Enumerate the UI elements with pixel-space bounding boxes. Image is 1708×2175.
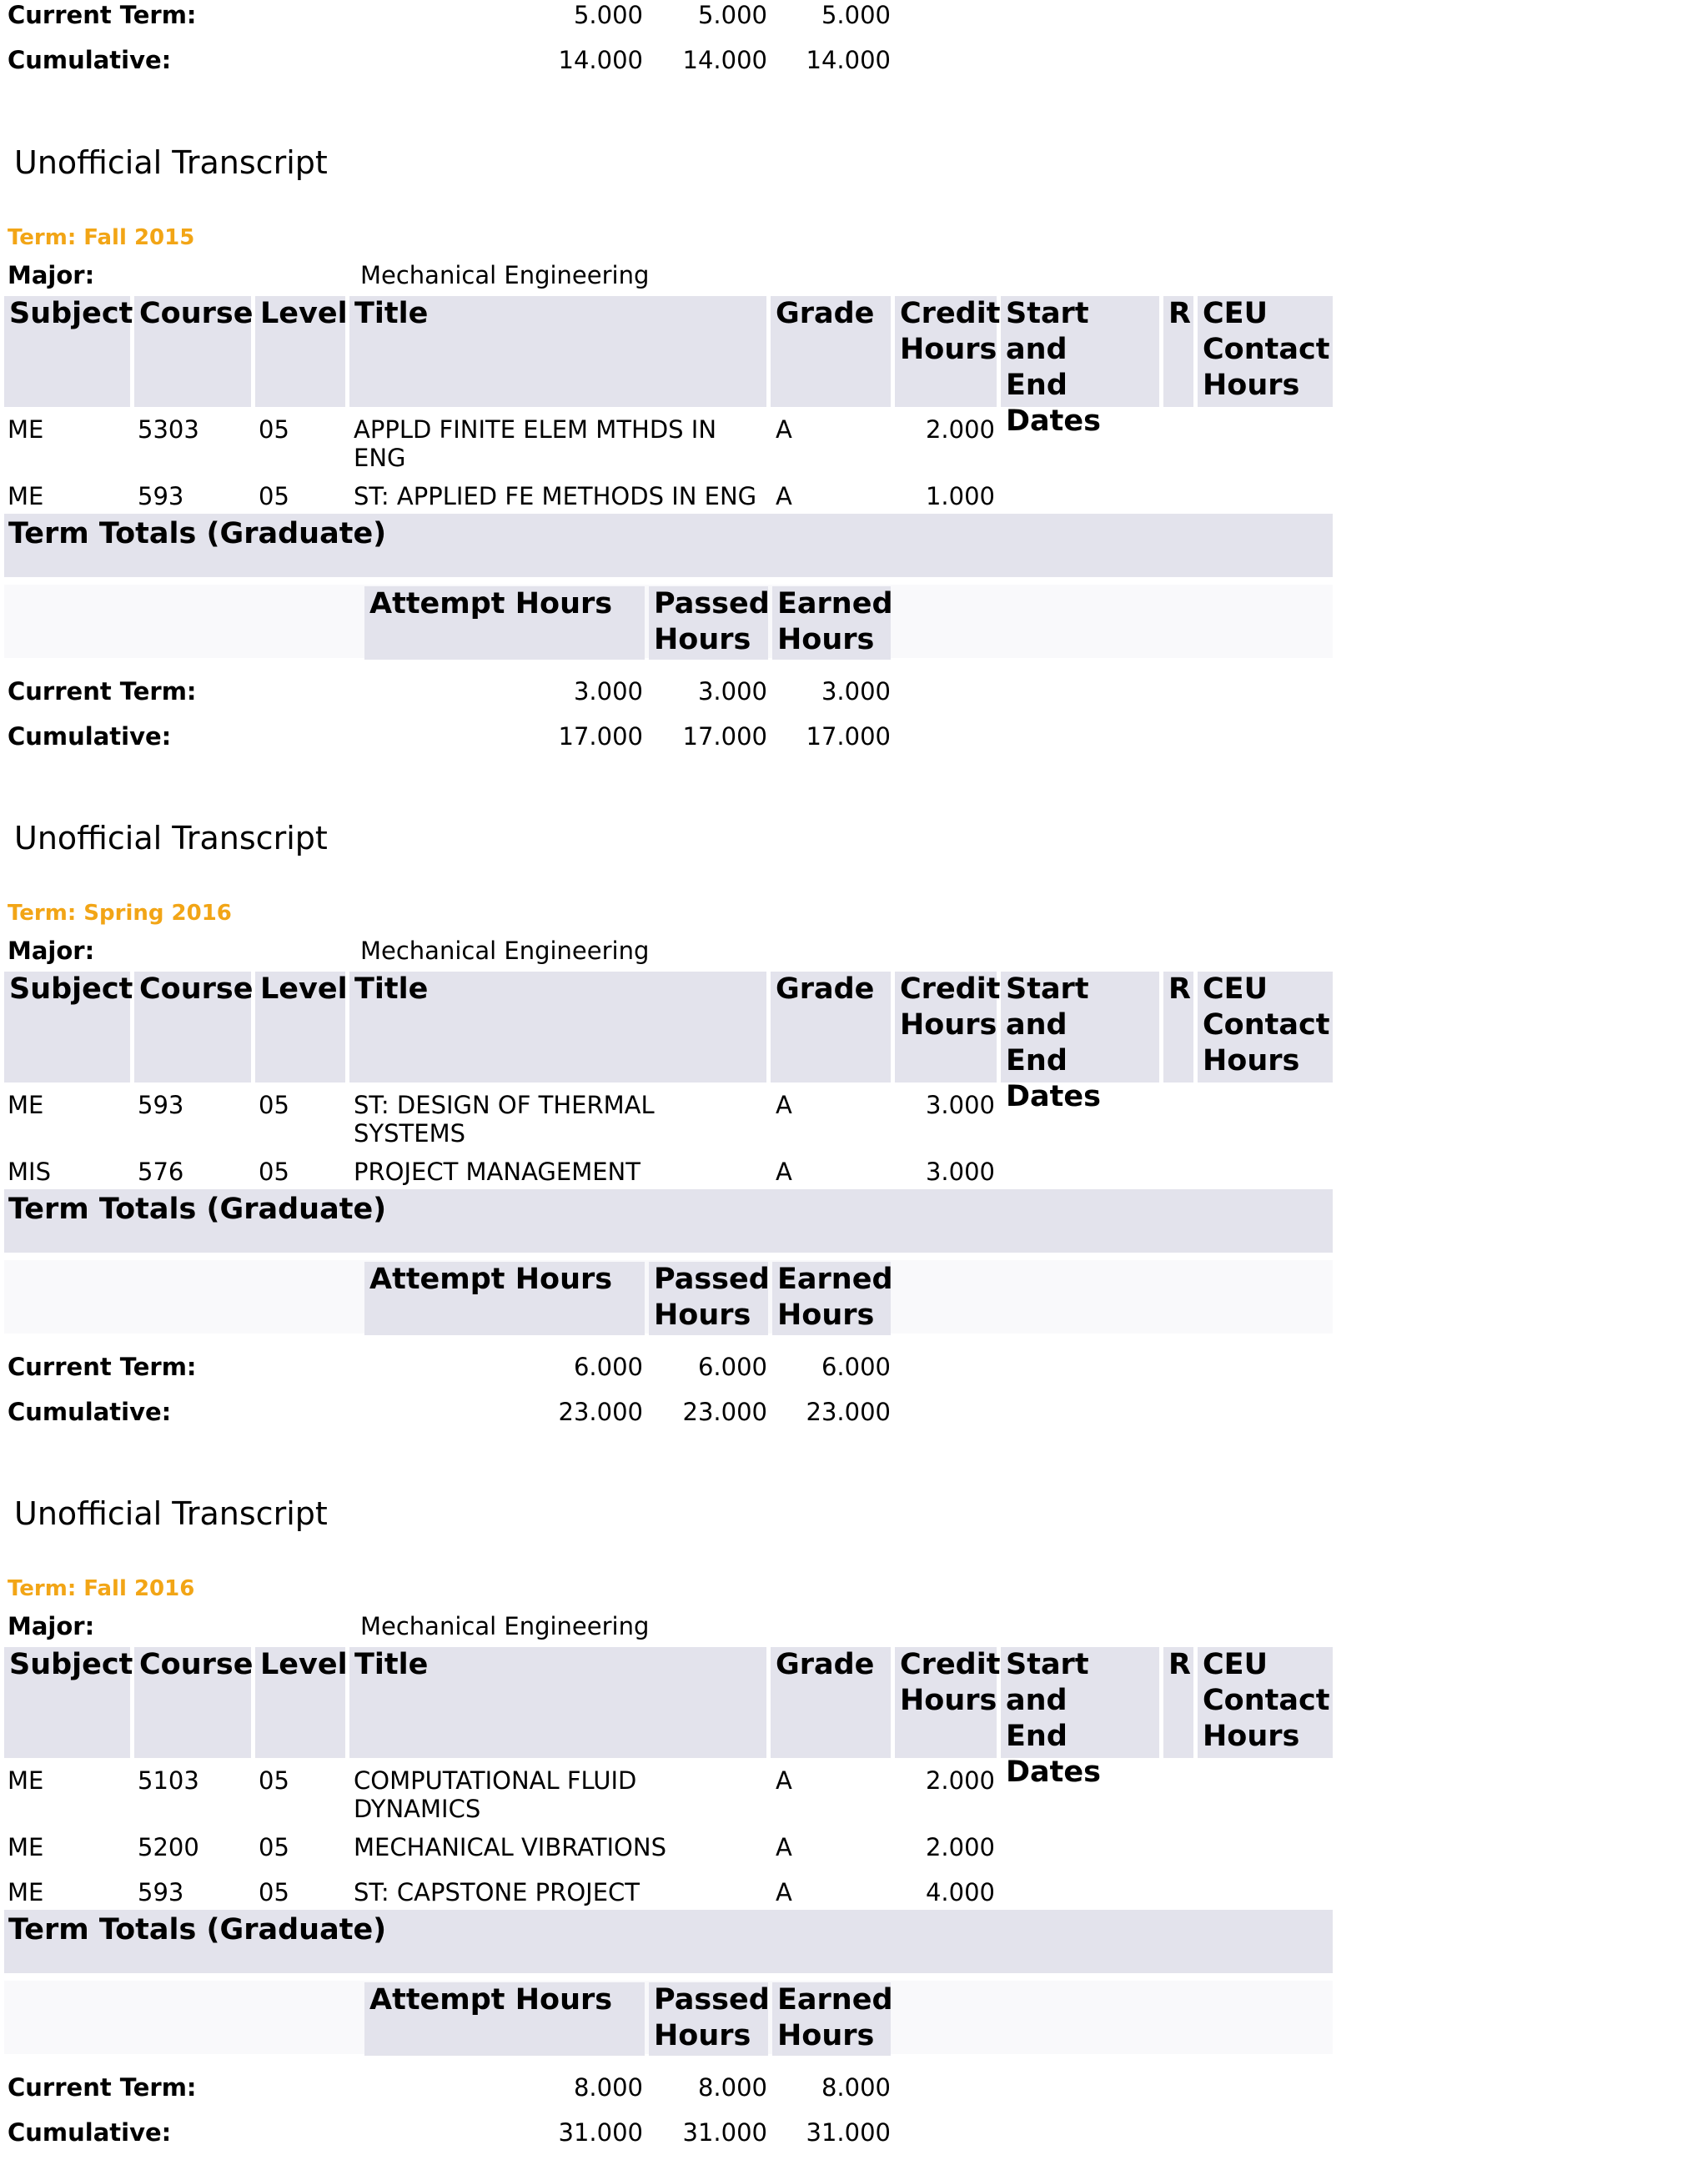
header-text: Hours bbox=[900, 333, 997, 366]
major-label: Major: bbox=[8, 261, 95, 289]
grade-header bbox=[771, 296, 891, 407]
attempt-hours-header bbox=[364, 1982, 645, 2056]
header-text: End bbox=[1006, 369, 1068, 402]
level-header bbox=[255, 1647, 348, 1758]
header-text: Grade bbox=[776, 297, 875, 330]
title-line: ST: DESIGN OF THERMAL bbox=[354, 1091, 655, 1119]
attempt-hours-header bbox=[364, 586, 645, 660]
header-text: Hours bbox=[654, 1298, 751, 1332]
header-text: End bbox=[1006, 1044, 1068, 1077]
header-text: Passed bbox=[654, 587, 770, 620]
earned-hours-value: 6.000 bbox=[821, 1353, 891, 1381]
current-term-row bbox=[0, 2065, 1348, 2110]
credit-hours-cell: 2.000 bbox=[925, 1833, 995, 1861]
subject-cell: ME bbox=[8, 1878, 44, 1906]
earned-hours-value: 31.000 bbox=[806, 2118, 891, 2147]
title-line: ST: CAPSTONE PROJECT bbox=[354, 1878, 640, 1906]
credit-hours-header bbox=[895, 972, 1001, 1082]
attempt-hours-value: 3.000 bbox=[573, 677, 643, 706]
header-text: Dates bbox=[1006, 404, 1101, 438]
subject-cell: ME bbox=[8, 1766, 44, 1795]
credit-hours-header bbox=[895, 296, 1001, 407]
header-text: Level bbox=[260, 972, 348, 1006]
header-text: Hours bbox=[654, 2019, 751, 2052]
term-totals-band: Term Totals (Graduate) bbox=[4, 1189, 1333, 1253]
earned-hours-header bbox=[772, 586, 891, 660]
header-text: Title bbox=[354, 972, 429, 1006]
title-line: ENG bbox=[354, 444, 406, 472]
course-cell: 5303 bbox=[138, 415, 199, 444]
credit-hours-cell: 1.000 bbox=[925, 482, 995, 510]
header-text: Credit bbox=[900, 1648, 1001, 1681]
term-label: Term: Fall 2016 bbox=[8, 1576, 195, 1601]
major-label: Major: bbox=[8, 1612, 95, 1640]
credit-hours-cell: 4.000 bbox=[925, 1878, 995, 1906]
header-text: Title bbox=[354, 1648, 429, 1681]
credit-hours-cell: 3.000 bbox=[925, 1158, 995, 1186]
header-text: Credit bbox=[900, 972, 1001, 1006]
header-text: Hours bbox=[1203, 369, 1300, 402]
header-text: Dates bbox=[1006, 1756, 1101, 1789]
header-text: Earned bbox=[777, 1983, 893, 2017]
title-line: COMPUTATIONAL FLUID bbox=[354, 1766, 637, 1795]
subject-cell: ME bbox=[8, 1091, 44, 1119]
title-cell bbox=[354, 1878, 640, 1906]
header-text: Course bbox=[139, 972, 254, 1006]
level-header bbox=[255, 972, 348, 1082]
passed-hours-value: 5.000 bbox=[697, 1, 767, 29]
repeat-header bbox=[1163, 1647, 1193, 1758]
attempt-hours-header bbox=[364, 1262, 645, 1335]
cumulative-label: Cumulative: bbox=[8, 46, 172, 74]
subject-cell: ME bbox=[8, 1833, 44, 1861]
title-cell bbox=[354, 1158, 640, 1186]
level-cell: 05 bbox=[259, 1158, 289, 1186]
current-term-label: Current Term: bbox=[8, 1353, 197, 1381]
attempt-hours-value: 31.000 bbox=[558, 2118, 643, 2147]
current-term-row bbox=[0, 0, 1348, 38]
credit-hours-cell: 2.000 bbox=[925, 415, 995, 444]
header-text: Passed bbox=[654, 1263, 770, 1296]
passed-hours-value: 3.000 bbox=[697, 677, 767, 706]
subject-cell: ME bbox=[8, 415, 44, 444]
title-line: SYSTEMS bbox=[354, 1119, 465, 1148]
header-text: Hours bbox=[777, 623, 875, 656]
title-line: PROJECT MANAGEMENT bbox=[354, 1158, 640, 1186]
title-line: APPLD FINITE ELEM MTHDS IN bbox=[354, 415, 717, 444]
subject-header bbox=[4, 296, 133, 407]
title-header bbox=[349, 1647, 766, 1758]
passed-hours-value: 6.000 bbox=[697, 1353, 767, 1381]
current-term-label: Current Term: bbox=[8, 1, 197, 29]
passed-hours-value: 31.000 bbox=[682, 2118, 767, 2147]
title-header bbox=[349, 972, 766, 1082]
grade-cell: A bbox=[776, 1833, 792, 1861]
header-text: Contact bbox=[1203, 333, 1330, 366]
course-cell: 5103 bbox=[138, 1766, 199, 1795]
grade-cell: A bbox=[776, 482, 792, 510]
cumulative-label: Cumulative: bbox=[8, 722, 172, 751]
section-heading: Unofficial Transcript bbox=[14, 144, 328, 181]
title-header bbox=[349, 296, 766, 407]
passed-hours-value: 8.000 bbox=[697, 2073, 767, 2102]
cumulative-row bbox=[0, 1389, 1348, 1434]
earned-hours-value: 23.000 bbox=[806, 1398, 891, 1426]
attempt-hours-value: 23.000 bbox=[558, 1398, 643, 1426]
header-text: Hours bbox=[777, 1298, 875, 1332]
header-text: Course bbox=[139, 297, 254, 330]
ceu-contact-hours-header bbox=[1198, 1647, 1333, 1758]
ceu-contact-hours-header bbox=[1198, 972, 1333, 1082]
major-label: Major: bbox=[8, 937, 95, 965]
header-text: CEU bbox=[1203, 1648, 1268, 1681]
course-cell: 593 bbox=[138, 1878, 184, 1906]
header-text: Hours bbox=[900, 1684, 997, 1717]
header-text: Subject bbox=[9, 972, 133, 1006]
cumulative-label: Cumulative: bbox=[8, 1398, 172, 1426]
header-text: Hours bbox=[1203, 1044, 1300, 1077]
header-text: Earned bbox=[777, 1263, 893, 1296]
header-text: Hours bbox=[1203, 1720, 1300, 1753]
subject-cell: ME bbox=[8, 482, 44, 510]
term-totals-band: Term Totals (Graduate) bbox=[4, 1910, 1333, 1973]
course-cell: 593 bbox=[138, 1091, 184, 1119]
title-line: ST: APPLIED FE METHODS IN ENG bbox=[354, 482, 757, 510]
course-cell: 5200 bbox=[138, 1833, 199, 1861]
title-cell bbox=[354, 1091, 655, 1148]
header-text: Credit bbox=[900, 297, 1001, 330]
passed-hours-value: 23.000 bbox=[682, 1398, 767, 1426]
header-text: Hours bbox=[654, 623, 751, 656]
course-header bbox=[134, 972, 254, 1082]
header-text: Contact bbox=[1203, 1684, 1330, 1717]
header-text: Subject bbox=[9, 297, 133, 330]
level-cell: 05 bbox=[259, 415, 289, 444]
ceu-contact-hours-header bbox=[1198, 296, 1333, 407]
level-cell: 05 bbox=[259, 1766, 289, 1795]
header-text: Level bbox=[260, 297, 348, 330]
title-cell bbox=[354, 1766, 636, 1823]
subject-header bbox=[4, 972, 133, 1082]
passed-hours-value: 17.000 bbox=[682, 722, 767, 751]
term-label: Term: Fall 2015 bbox=[8, 225, 195, 250]
cumulative-label: Cumulative: bbox=[8, 2118, 172, 2147]
header-text: End bbox=[1006, 1720, 1068, 1753]
repeat-header bbox=[1163, 296, 1193, 407]
grade-cell: A bbox=[776, 1158, 792, 1186]
major-value: Mechanical Engineering bbox=[360, 937, 650, 965]
header-text: R bbox=[1168, 297, 1191, 330]
major-value: Mechanical Engineering bbox=[360, 1612, 650, 1640]
header-text: Course bbox=[139, 1648, 254, 1681]
current-term-label: Current Term: bbox=[8, 677, 197, 706]
credit-hours-cell: 3.000 bbox=[925, 1091, 995, 1119]
level-cell: 05 bbox=[259, 482, 289, 510]
title-cell bbox=[354, 482, 756, 510]
header-text: Dates bbox=[1006, 1080, 1101, 1113]
earned-hours-value: 8.000 bbox=[821, 2073, 891, 2102]
header-text: Start and bbox=[1006, 1648, 1089, 1717]
level-cell: 05 bbox=[259, 1091, 289, 1119]
header-text: CEU bbox=[1203, 972, 1268, 1006]
start-end-dates-header bbox=[1001, 1647, 1159, 1789]
start-end-dates-header bbox=[1001, 296, 1159, 438]
level-cell: 05 bbox=[259, 1878, 289, 1906]
passed-hours-header bbox=[649, 1262, 768, 1335]
grade-header bbox=[771, 1647, 891, 1758]
course-cell: 576 bbox=[138, 1158, 184, 1186]
header-text: Earned bbox=[777, 587, 893, 620]
level-header bbox=[255, 296, 348, 407]
earned-hours-value: 14.000 bbox=[806, 46, 891, 74]
attempt-hours-value: 6.000 bbox=[573, 1353, 643, 1381]
earned-hours-value: 3.000 bbox=[821, 677, 891, 706]
header-text: Contact bbox=[1203, 1008, 1330, 1042]
header-text: Attempt Hours bbox=[369, 1983, 613, 2017]
section-heading: Unofficial Transcript bbox=[14, 1495, 328, 1532]
attempt-hours-value: 17.000 bbox=[558, 722, 643, 751]
title-line: MECHANICAL VIBRATIONS bbox=[354, 1833, 666, 1861]
credit-hours-header bbox=[895, 1647, 1001, 1758]
cumulative-row bbox=[0, 714, 1348, 759]
header-text: R bbox=[1168, 1648, 1191, 1681]
header-text: Hours bbox=[900, 1008, 997, 1042]
title-line: DYNAMICS bbox=[354, 1795, 481, 1823]
course-header bbox=[134, 1647, 254, 1758]
header-text: Passed bbox=[654, 1983, 770, 2017]
header-text: CEU bbox=[1203, 297, 1268, 330]
header-text: Start and bbox=[1006, 297, 1089, 366]
repeat-header bbox=[1163, 972, 1193, 1082]
header-text: Grade bbox=[776, 1648, 875, 1681]
course-cell: 593 bbox=[138, 482, 184, 510]
grade-cell: A bbox=[776, 1766, 792, 1795]
grade-cell: A bbox=[776, 415, 792, 444]
term-totals-band: Term Totals (Graduate) bbox=[4, 514, 1333, 577]
cumulative-row bbox=[0, 38, 1348, 83]
header-text: Grade bbox=[776, 972, 875, 1006]
header-text: Attempt Hours bbox=[369, 587, 613, 620]
attempt-hours-value: 5.000 bbox=[573, 1, 643, 29]
header-text: Subject bbox=[9, 1648, 133, 1681]
earned-hours-value: 5.000 bbox=[821, 1, 891, 29]
title-cell bbox=[354, 415, 716, 472]
course-header bbox=[134, 296, 254, 407]
header-text: Hours bbox=[777, 2019, 875, 2052]
header-text: Title bbox=[354, 297, 429, 330]
earned-hours-value: 17.000 bbox=[806, 722, 891, 751]
major-value: Mechanical Engineering bbox=[360, 261, 650, 289]
term-label: Term: Spring 2016 bbox=[8, 901, 232, 926]
header-text: Start and bbox=[1006, 972, 1089, 1042]
earned-hours-header bbox=[772, 1982, 891, 2056]
level-cell: 05 bbox=[259, 1833, 289, 1861]
title-cell bbox=[354, 1833, 666, 1861]
start-end-dates-header bbox=[1001, 972, 1159, 1113]
header-text: Attempt Hours bbox=[369, 1263, 613, 1296]
attempt-hours-value: 14.000 bbox=[558, 46, 643, 74]
passed-hours-header bbox=[649, 1982, 768, 2056]
credit-hours-cell: 2.000 bbox=[925, 1766, 995, 1795]
current-term-row bbox=[0, 1344, 1348, 1389]
earned-hours-header bbox=[772, 1262, 891, 1335]
subject-header bbox=[4, 1647, 133, 1758]
section-heading: Unofficial Transcript bbox=[14, 820, 328, 856]
current-term-label: Current Term: bbox=[8, 2073, 197, 2102]
grade-cell: A bbox=[776, 1091, 792, 1119]
cumulative-row bbox=[0, 2110, 1348, 2155]
grade-cell: A bbox=[776, 1878, 792, 1906]
subject-cell: MIS bbox=[8, 1158, 51, 1186]
grade-header bbox=[771, 972, 891, 1082]
current-term-row bbox=[0, 669, 1348, 714]
attempt-hours-value: 8.000 bbox=[573, 2073, 643, 2102]
header-text: Level bbox=[260, 1648, 348, 1681]
passed-hours-value: 14.000 bbox=[682, 46, 767, 74]
header-text: R bbox=[1168, 972, 1191, 1006]
passed-hours-header bbox=[649, 586, 768, 660]
